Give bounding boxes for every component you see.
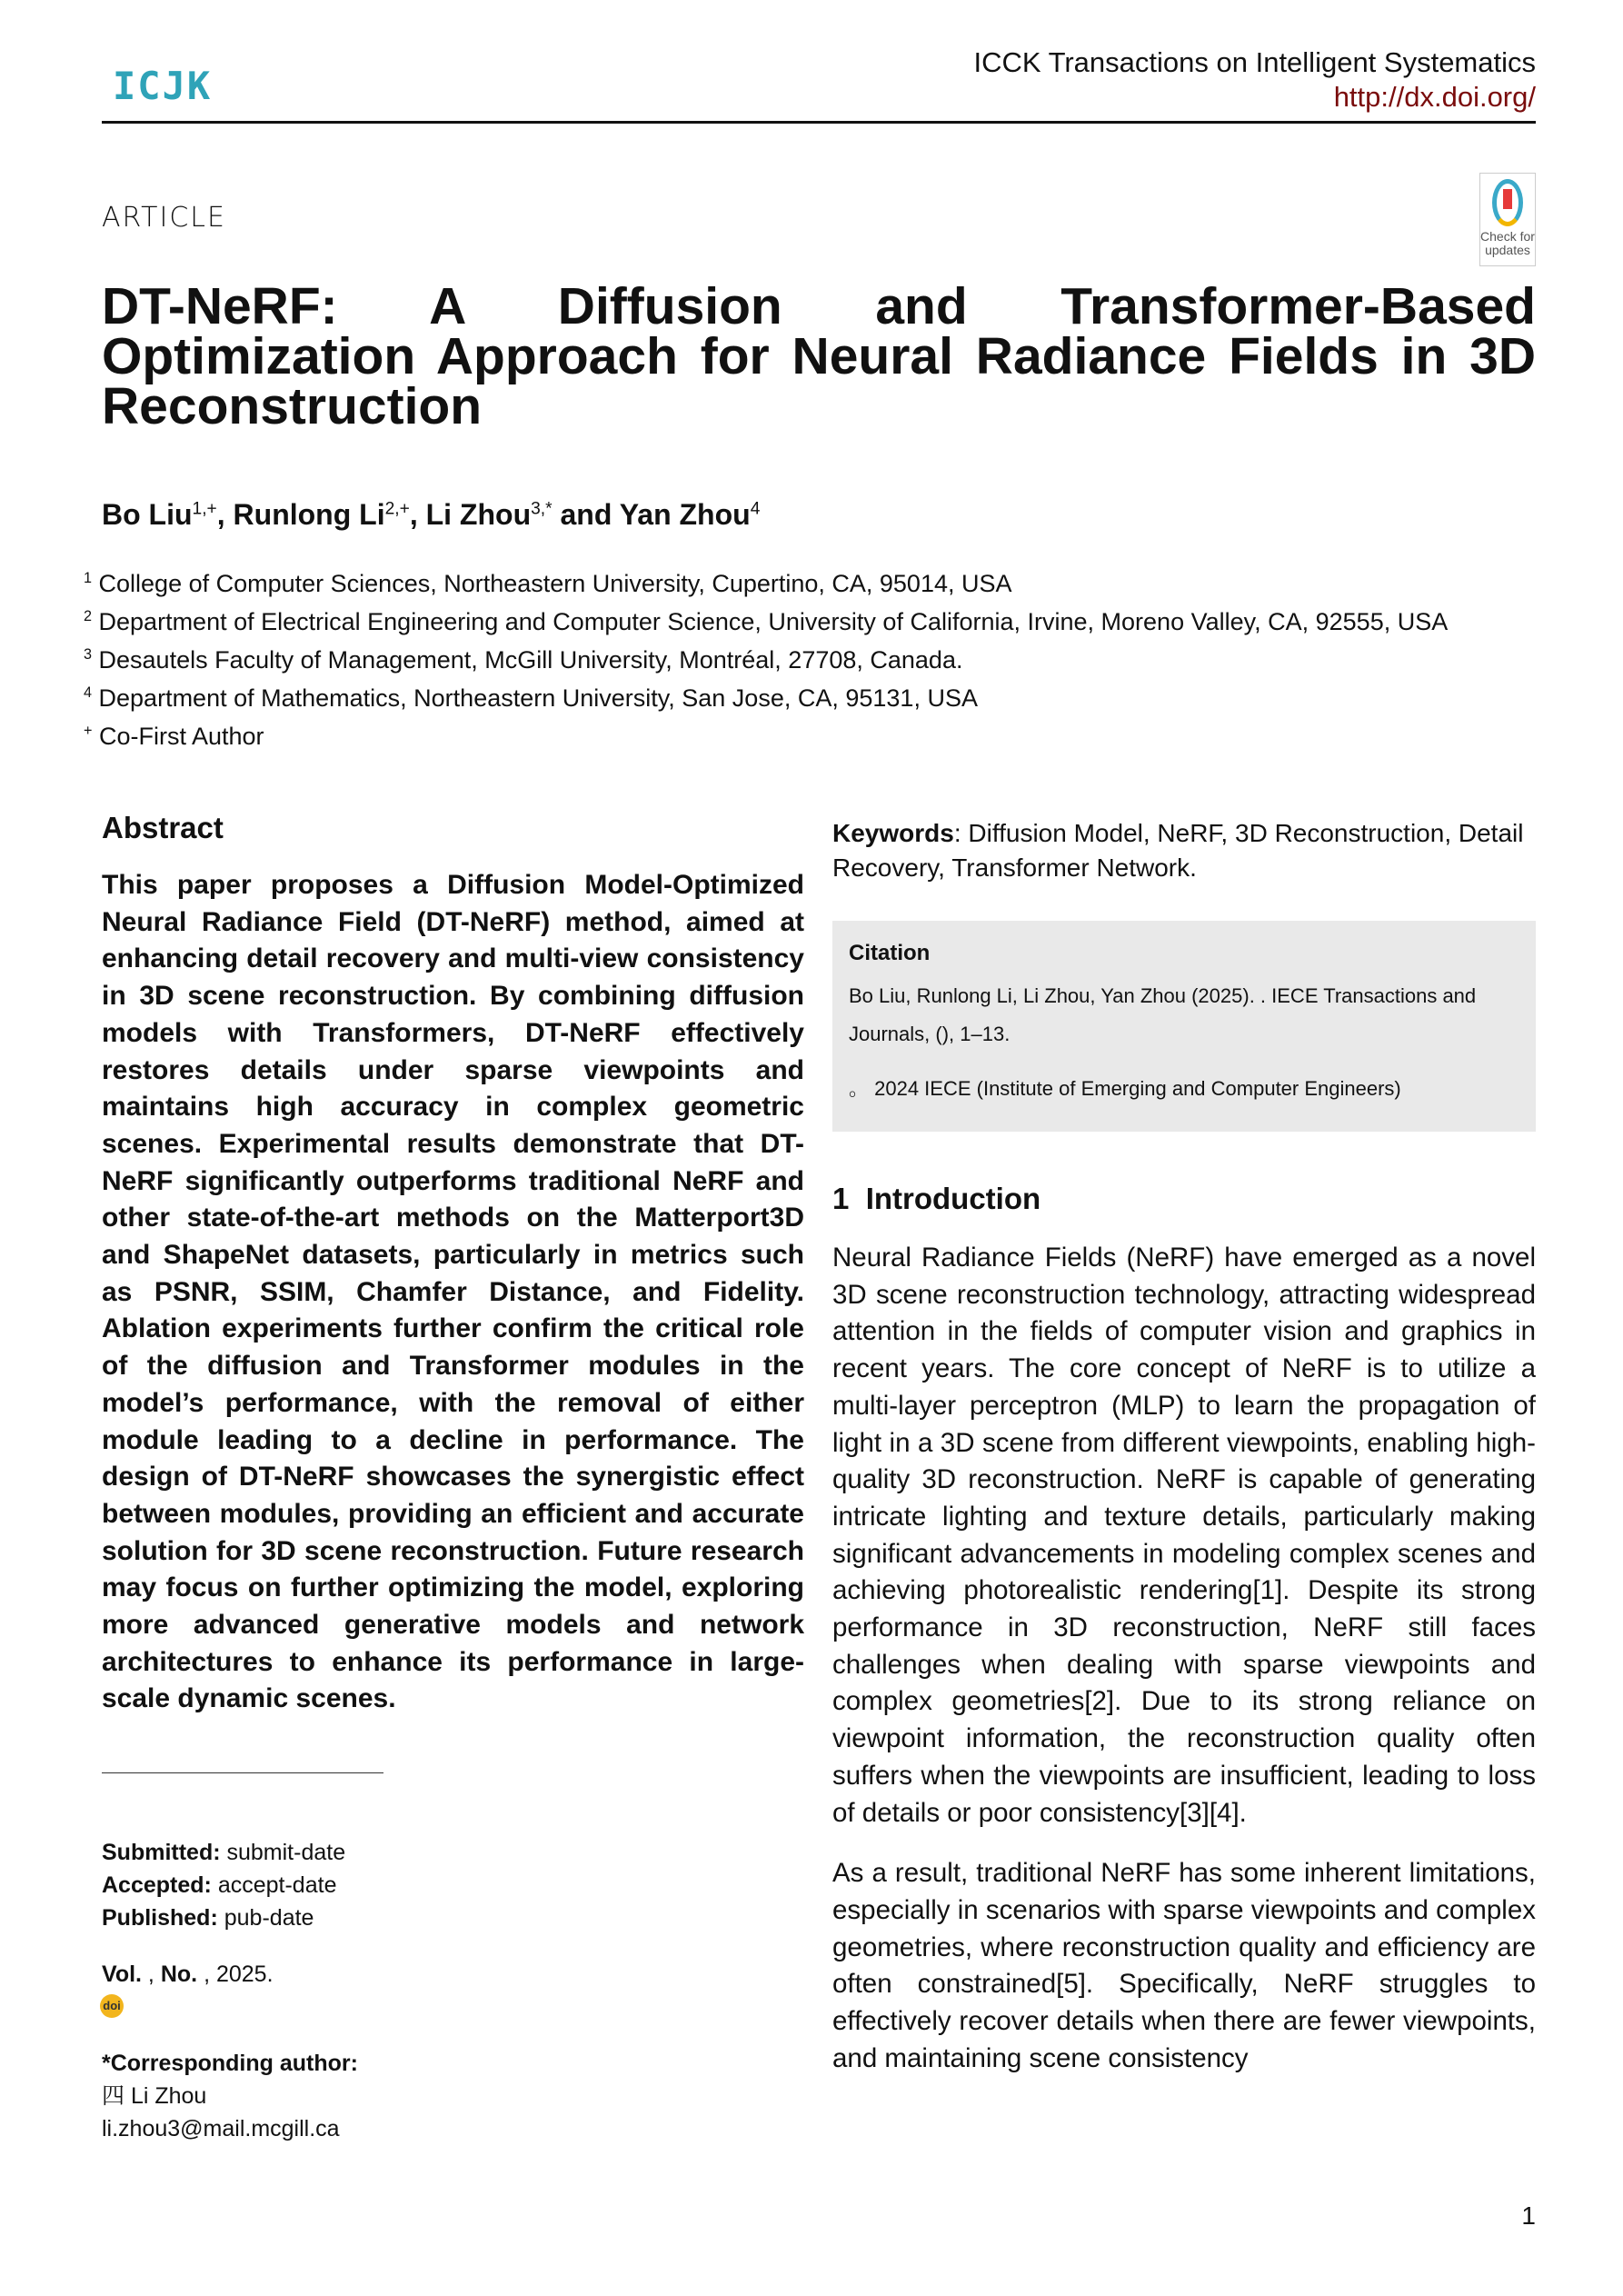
sep: and: [552, 498, 620, 531]
corresponding-author: [102, 2047, 358, 2145]
author-sup: 1,+: [192, 499, 217, 519]
paper-title: DT-NeRF: A Diffusion and Transformer-Based Optimization Approach for Neural Radiance Fields in 3D Reconstruction: [102, 277, 1536, 435]
corresponding-label: *Corresponding author:: [102, 2051, 358, 2076]
keywords-label: Keywords: [832, 819, 954, 847]
copyright-text: 。 2024 IECE (Institute of Emerging and Computer Engineers): [849, 1077, 1401, 1100]
section-heading-introduction: 1 Introduction: [832, 1182, 1041, 1215]
corresponding-name: 四 Li Zhou: [102, 2083, 207, 2109]
published-label: Published:: [102, 1905, 218, 1931]
crossmark-icon: [1492, 179, 1523, 226]
affil-text: Desautels Faculty of Management, McGill University, Montréal, 27708, Canada.: [98, 646, 963, 674]
abstract-heading: Abstract: [102, 811, 224, 844]
footnote-divider: [102, 1772, 383, 1773]
author-sup: 4: [750, 499, 761, 519]
affiliation: [84, 562, 1538, 600]
published-date: pub-date: [224, 1905, 314, 1931]
no-label: No.: [160, 1962, 198, 1987]
publication-dates: [102, 1836, 345, 1934]
accepted-label: Accepted:: [102, 1872, 212, 1898]
sep: ,: [216, 498, 234, 531]
author-sup: 2,+: [384, 499, 410, 519]
keywords-text: : Diffusion Model, NeRF, 3D Reconstruction, Detail Recovery, Transformer Network.: [832, 819, 1524, 882]
affiliation: [84, 638, 1538, 676]
affil-sup: 1: [84, 570, 93, 586]
journal-name: ICCK Transactions on Intelligent Systematics: [973, 46, 1536, 78]
author: Yan Zhou: [619, 498, 751, 531]
article-label: ARTICLE: [102, 202, 226, 234]
journal-logo: ICJK: [113, 64, 213, 108]
affiliation: [84, 600, 1538, 638]
keywords: [832, 816, 1536, 885]
author-sup: 3,*: [531, 499, 553, 519]
affiliation: [84, 676, 1538, 714]
affil-sup: 3: [84, 646, 93, 663]
volume-info: [102, 1962, 274, 1988]
running-header: [973, 45, 1536, 115]
author: Li Zhou: [425, 498, 532, 531]
affil-text: Co-First Author: [98, 723, 264, 750]
affil-sup: 4: [84, 684, 93, 701]
year: , 2025.: [204, 1962, 274, 1987]
abstract-text: This paper proposes a Diffusion Model-Optimized Neural Radiance Field (DT-NeRF) method, aimed at enhancing detail recovery and multi-view consistency in 3D scene reconstruction. By combining diffusion models with Transformers, DT-NeRF effectively restores details under sparse viewpoints and maintains high accuracy in complex geometric scenes. Experimental results demonstrate that DT-NeRF significantly outperforms traditional NeRF and other state-of-the-art methods on the Matterport3D and ShapeNet datasets, particularly in metrics such as PSNR, SSIM, Chamfer Distance, and Fidelity. Ablation experiments further confirm the critical role of the diffusion and Transformer modules in the model’s performance, with the removal of either module leading to a decline in performance. The design of DT-NeRF showcases the synergistic effect between modules, providing an efficient and accurate solution for 3D scene reconstruction. Future research may focus on further optimizing the model, exploring more advanced generative models and network architectures to enhance its performance in large-scale dynamic scenes.: [102, 870, 804, 1714]
doi-link[interactable]: http://dx.doi.org/: [1333, 81, 1536, 113]
author: Runlong Li: [233, 498, 385, 531]
page-number: 1: [1521, 2201, 1536, 2230]
check-updates-label: Check for updates: [1480, 229, 1535, 257]
affil-sup: 2: [84, 608, 93, 624]
doi-icon[interactable]: doi: [100, 1994, 124, 2018]
header-divider: [102, 121, 1536, 124]
author-list: [102, 498, 760, 532]
affiliations: [84, 562, 1538, 753]
affil-sup: +: [84, 723, 93, 739]
paragraph: Neural Radiance Fields (NeRF) have emerged as a novel 3D scene reconstruction technology, attracting widespread attention in the fields of computer vision and graphics in recent years. The core concept of NeRF is to utilize a multi-layer perceptron (MLP) to learn the propagation of light in a 3D scene from different viewpoints, enabling high-quality 3D reconstruction. NeRF is capable of generating intricate lighting and texture details, particularly making significant advancements in modeling complex scenes and achieving photorealistic rendering[1]. Despite its strong performance in 3D reconstruction, NeRF still faces challenges when dealing with sparse viewpoints and complex geometries[2]. Due to its strong reliance on viewpoint information, the reconstruction quality often suffers when the viewpoints are insufficient, leading to loss of details or poor consistency[3][4].: [832, 1243, 1536, 1828]
introduction-body: [832, 1240, 1536, 2101]
citation-text: Bo Liu, Runlong Li, Li Zhou, Yan Zhou (2025). . IECE Transactions and Journals, (), 1–13.: [849, 984, 1477, 1045]
affil-text: College of Computer Sciences, Northeastern University, Cupertino, CA, 95014, USA: [98, 570, 1012, 597]
submitted-date: submit-date: [226, 1840, 346, 1865]
affil-text: Department of Mathematics, Northeastern University, San Jose, CA, 95131, USA: [98, 684, 978, 712]
accepted-date: accept-date: [217, 1872, 337, 1898]
sep: ,: [141, 1962, 161, 1987]
submitted-label: Submitted:: [102, 1840, 221, 1865]
affiliation: [84, 714, 1538, 753]
citation-box: [832, 921, 1536, 1132]
paragraph: As a result, traditional NeRF has some inherent limitations, especially in scenarios with sparse viewpoints and complex geometries, where reconstruction quality and efficiency are often constrained[5]. Specifically, NeRF struggles to effectively recover details when there are fewer viewpoints, and maintaining scene consistency: [832, 1858, 1536, 2073]
corresponding-email[interactable]: li.zhou3@mail.mcgill.ca: [102, 2116, 340, 2141]
author: Bo Liu: [102, 498, 193, 531]
vol-label: Vol.: [102, 1962, 142, 1987]
check-for-updates-badge[interactable]: [1479, 173, 1536, 266]
affil-text: Department of Electrical Engineering and Computer Science, University of California, Irvine, Moreno Valley, CA, 92555, USA: [98, 608, 1449, 635]
citation-heading: Citation: [849, 941, 931, 965]
sep: ,: [409, 498, 426, 531]
